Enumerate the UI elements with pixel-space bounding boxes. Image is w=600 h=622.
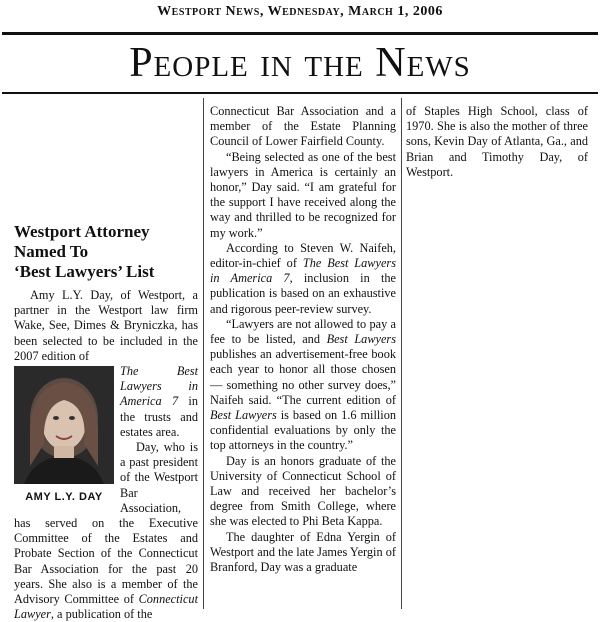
headline-line: Named To: [14, 242, 89, 261]
paragraph: “Being selected as one of the best lawyers in America is certainly an honor,” Day said. “I am grateful for the support I have received along the way and thrilled to be recognized for my work.”: [210, 149, 396, 240]
paragraph: The Best Lawyers in America 7 in the trusts and estates area.: [120, 364, 198, 439]
photo-box: [14, 366, 114, 505]
column-divider: [203, 98, 204, 609]
headline-line: ‘Best Lawyers’ List: [14, 262, 155, 281]
column-divider: [401, 98, 402, 609]
paragraph: According to Steven W. Naifeh, editor-in-chief of The Best Lawyers in America 7, inclusion in the publication is based on an exhaustive and rigorous peer-review survey.: [210, 240, 396, 316]
paragraph: “Lawyers are not allowed to pay a fee to be listed, and Best Lawyers publishes an advertisement-free book each year to honor all those chosen — something no other survey does,” Naifeh said. “The current edition of Best Lawyers is based on 1.6 million confidential evaluations by only the top attorneys in the country.”: [210, 316, 397, 453]
article-headline: [14, 222, 198, 282]
photo-caption: AMY L.Y. DAY: [25, 491, 103, 504]
title-rule: [2, 92, 598, 94]
portrait-image: [14, 366, 114, 484]
paragraph: Day, who is a past president of the Westport Bar Association, has served on the Executive Committee of the Estates and Probate Section of the Connecticut Bar Association for the past 20 years. She also is a member of the Advisory Committee of Connecticut Lawyer, a publication of the: [14, 440, 198, 622]
article-column-3: [406, 104, 588, 180]
section-title: People in the News: [129, 40, 471, 86]
paragraph: The daughter of Edna Yergin of Westport and the late James Yergin of Branford, Day was a graduate: [210, 529, 396, 575]
article-column-1: [14, 222, 198, 622]
paragraph: Day is an honors graduate of the University of Connecticut School of Law and received her bachelor’s degree from Smith College, where she was elected to Phi Beta Kappa.: [210, 453, 396, 529]
portrait-photo: [14, 366, 114, 484]
top-rule: [2, 32, 598, 35]
paragraph: Amy L.Y. Day, of Westport, a partner in the Westport law firm Wake, See, Dimes & Bryniczka, has been selected to be included in the 2007 edition of: [14, 288, 198, 363]
paragraph: Connecticut Bar Association and a member of the Estate Planning Council of Lower Fairfield County.: [210, 104, 396, 149]
masthead: Westport News, Wednesday, March 1, 2006: [157, 4, 443, 19]
article-column-2: [210, 104, 396, 575]
paragraph: of Staples High School, class of 1970. She is also the mother of three sons, Kevin Day of Atlanta, Ga., and Brian and Timothy Day, of Westport.: [406, 104, 588, 179]
headline-line: Westport Attorney: [14, 222, 150, 241]
